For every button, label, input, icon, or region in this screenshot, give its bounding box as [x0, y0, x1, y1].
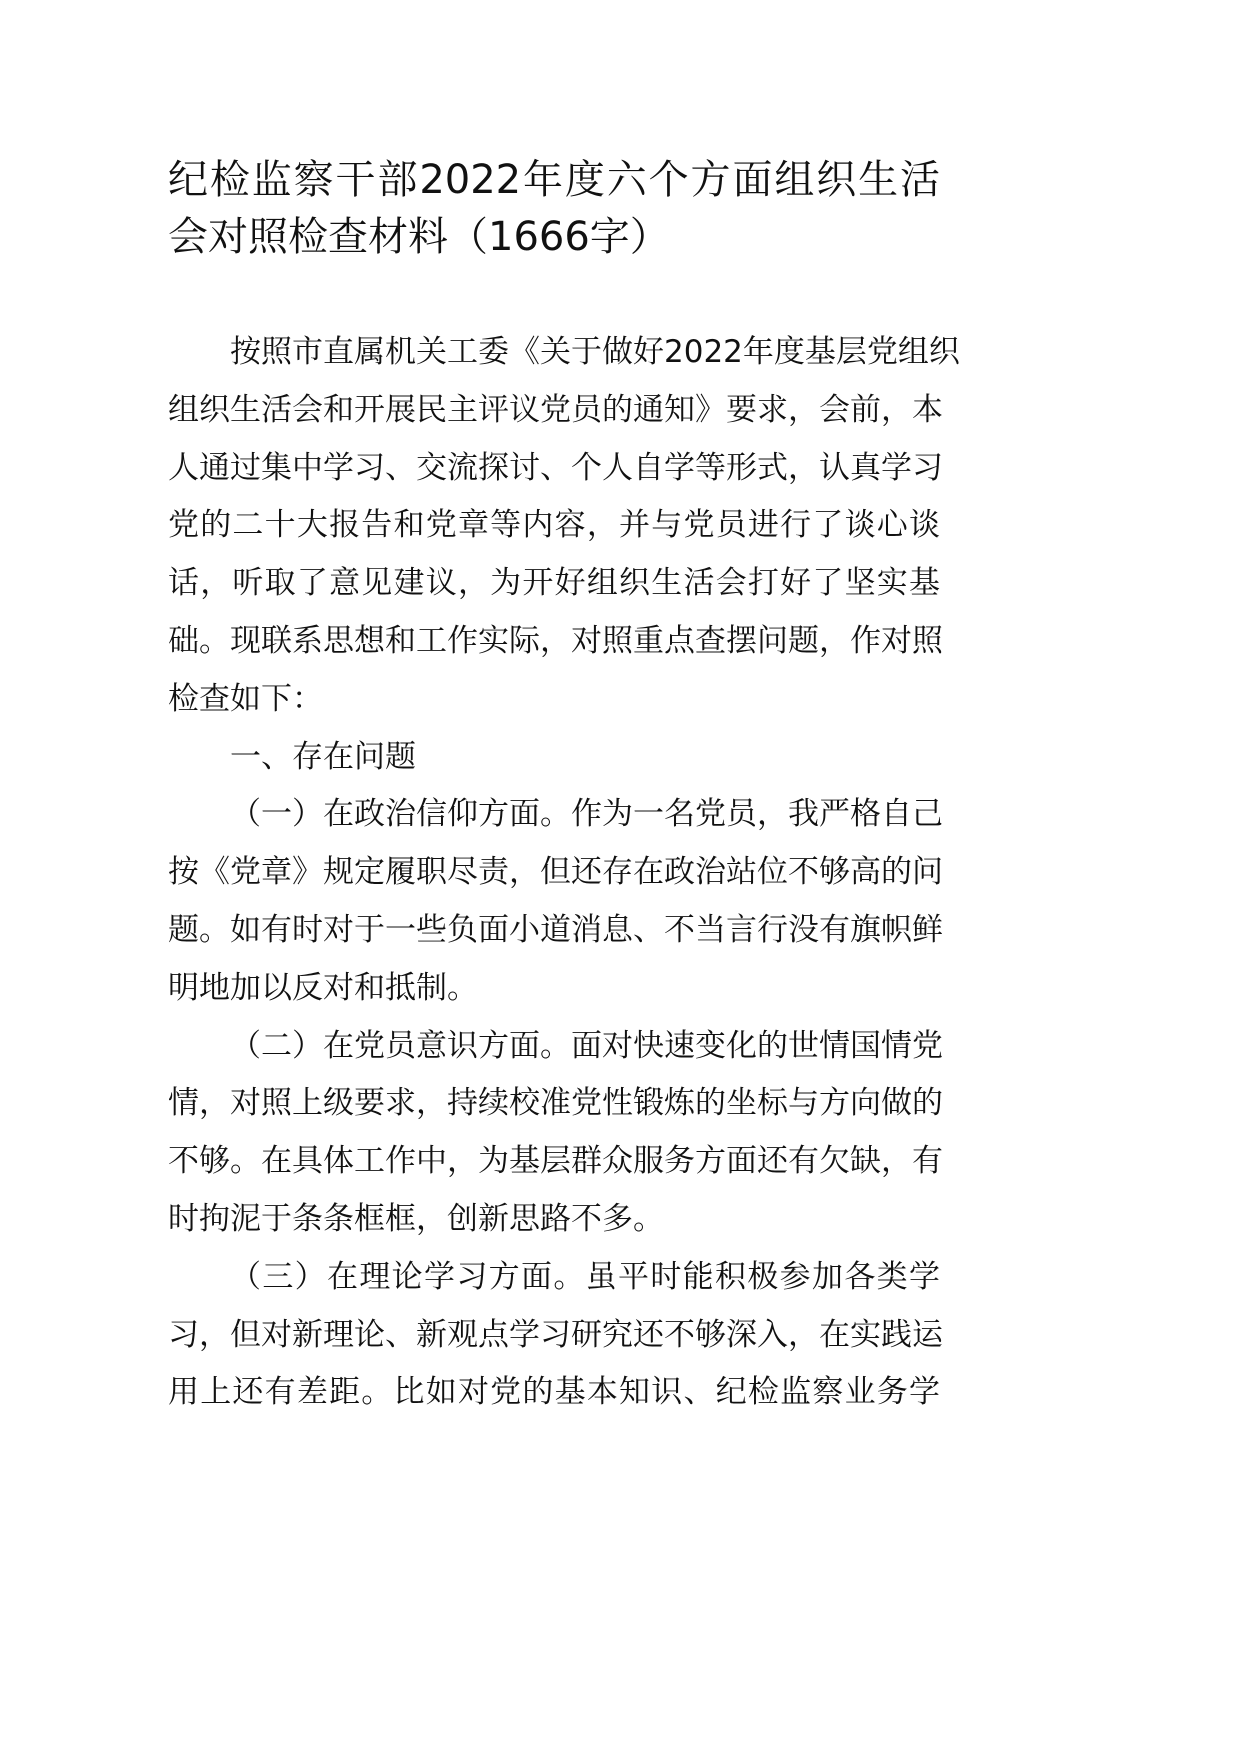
paragraph-line: 用上还有差距。比如对党的基本知识、纪检监察业务学 — [168, 1374, 940, 1411]
paragraph-line: 习，但对新理论、新观点学习研究还不够深入，在实践运 — [168, 1316, 943, 1353]
paragraph-line: 按《党章》规定履职尽责，但还存在政治站位不够高的问 — [168, 854, 943, 891]
paragraph-line: 党的二十大报告和党章等内容，并与党员进行了谈心谈 — [168, 507, 940, 544]
title-line: 会对照检查材料（1666字） — [168, 214, 670, 260]
paragraph-line: 不够。在具体工作中，为基层群众服务方面还有欠缺，有 — [168, 1143, 943, 1180]
paragraph-first-line: 一、存在问题 — [230, 738, 416, 775]
paragraph-line: 题。如有时对于一些负面小道消息、不当言行没有旗帜鲜 — [168, 912, 943, 948]
paragraph-first-line: （二）在党员意识方面。面对快速变化的世情国情党 — [230, 1027, 943, 1064]
paragraph-line: 础。现联系思想和工作实际，对照重点查摆问题，作对照 — [168, 623, 943, 659]
paragraph-first-line: （三）在理论学习方面。虽平时能积极参加各类学 — [230, 1258, 940, 1295]
paragraph-line: 明地加以反对和抵制。 — [168, 969, 478, 1006]
paragraph-line: 人通过集中学习、交流探讨、个人自学等形式，认真学习 — [168, 449, 943, 486]
paragraph-line: 话，听取了意见建议，为开好组织生活会打好了坚实基 — [168, 565, 940, 602]
title-line: 纪检监察干部2022年度六个方面组织生活 — [168, 157, 940, 203]
paragraph-line: 组织生活会和开展民主评议党员的通知》要求，会前，本 — [168, 391, 943, 428]
paragraph-first-line: （一）在政治信仰方面。作为一名党员，我严格自己 — [230, 796, 943, 833]
paragraph-line: 时拘泥于条条框框，创新思路不多。 — [168, 1201, 664, 1237]
paragraph-line: 情，对照上级要求，持续校准党性锻炼的坐标与方向做的 — [168, 1085, 943, 1122]
paragraph-line: 检查如下： — [168, 680, 323, 717]
paragraph-first-line: 按照市直属机关工委《关于做好2022年度基层党组织 — [230, 334, 960, 370]
